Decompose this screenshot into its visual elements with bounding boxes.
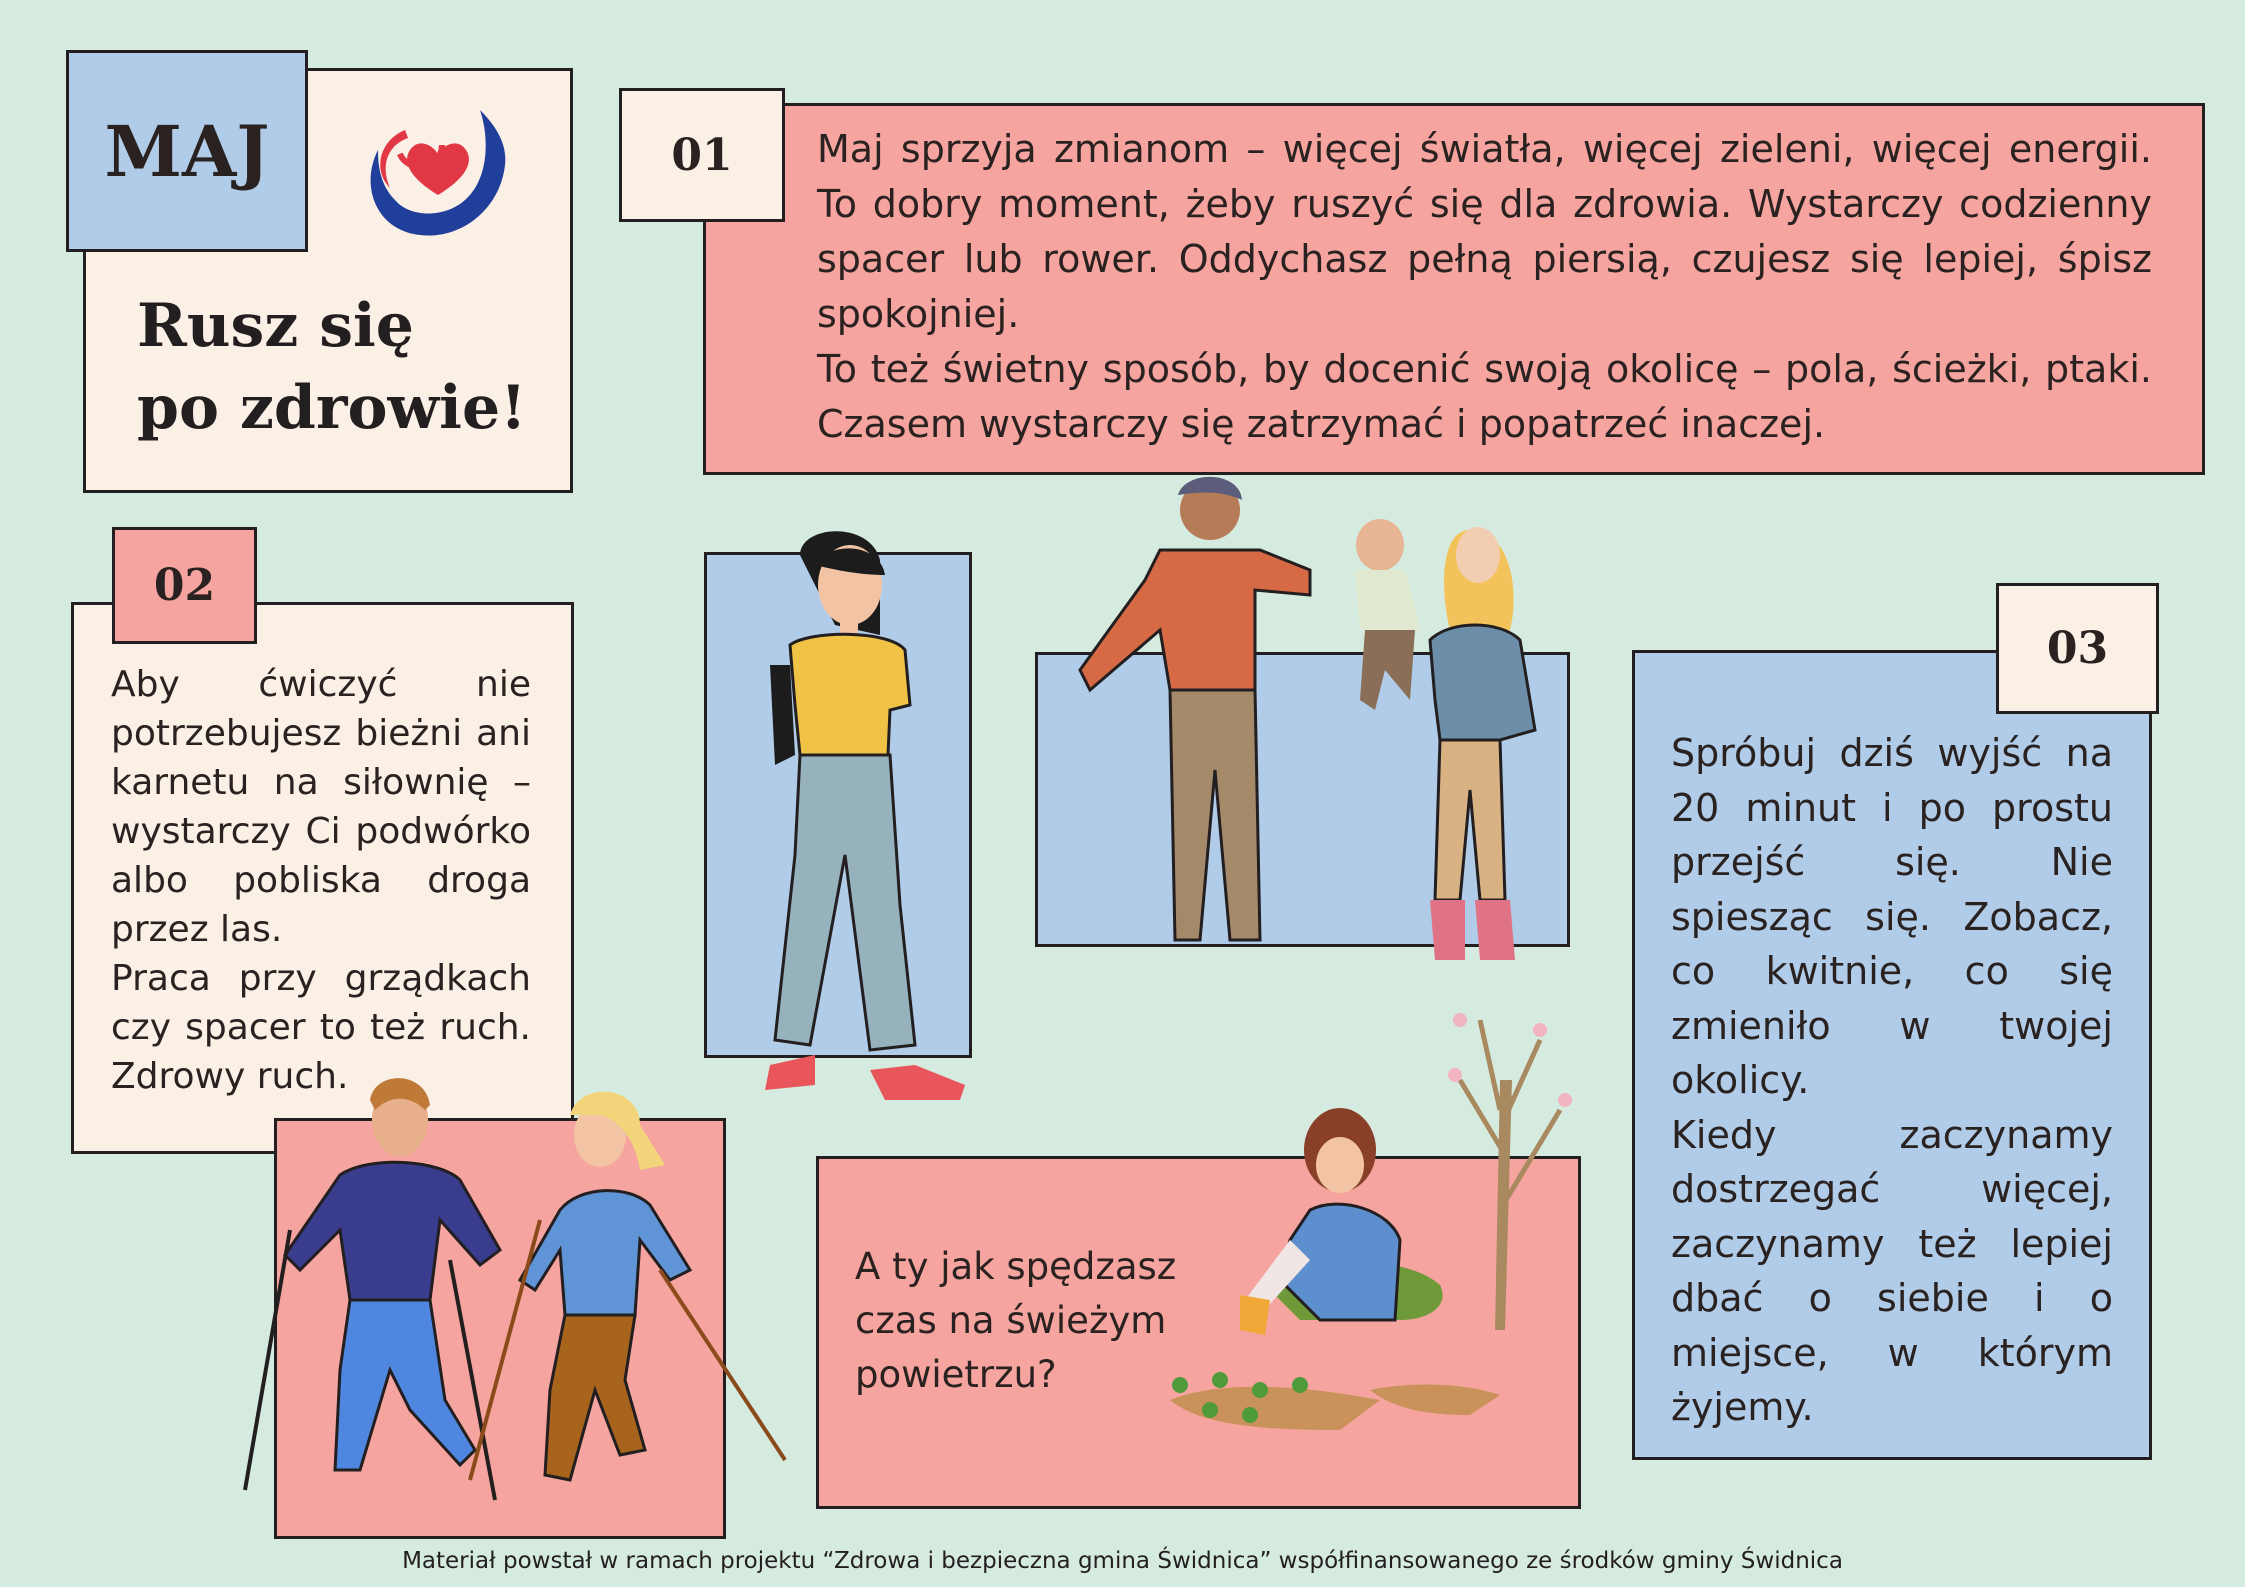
question-text: A ty jak spędzasz czas na świeżym powietrzu?: [855, 1245, 1177, 1396]
section-03-number: [1996, 583, 2159, 714]
gardening-illustration: [1140, 1000, 1600, 1440]
month-badge: [66, 50, 308, 252]
section-01-paragraph-2: To też świetny sposób, by docenić swoją okolicę – pola, ścieżki, ptaki. Czasem wystarczy się zatrzymać i popatrzeć inaczej.: [817, 347, 2152, 446]
section-02-paragraph-1: Aby ćwiczyć nie potrzebujesz bieżni ani karnetu na siłownię – wystarczy Ci podwórko albo pobliska droga przez las.: [111, 664, 531, 950]
heart-hands-logo-icon: [350, 100, 515, 240]
page-title: [137, 285, 526, 449]
section-03-number-label: 03: [2046, 623, 2109, 674]
page-title-line1: Rusz się: [137, 291, 414, 361]
section-02-number: [112, 527, 257, 644]
month-label: MAJ: [104, 109, 270, 193]
section-01-text: [817, 122, 2152, 452]
section-01-number-label: 01: [671, 129, 733, 181]
page-title-line2: po zdrowie!: [137, 373, 527, 443]
family-illustration: [1060, 470, 1560, 970]
walking-girl-illustration: [740, 525, 980, 1135]
section-01-number: [619, 88, 785, 222]
section-03-paragraph-1: Spróbuj dziś wyjść na 20 minut i po prostu przejść się. Nie spiesząc się. Zobacz, co kwitnie, co się zmieniło w twojej okolicy.: [1671, 731, 2113, 1102]
section-03-text: [1671, 726, 2113, 1435]
footer-note: Materiał powstał w ramach projektu “Zdrowa i bezpieczna gmina Świdnica” współfinansowanego ze środków gminy Świdnica: [402, 1548, 1843, 1574]
nordic-walking-illustration: [240, 1070, 800, 1550]
section-02-paragraph-2: Praca przy grządkach czy spacer to też ruch. Zdrowy ruch.: [111, 958, 531, 1097]
section-02-text: [111, 660, 531, 1101]
section-03-paragraph-2: Kiedy zaczynamy dostrzegać więcej, zaczynamy też lepiej dbać o siebie i o miejsce, w którym żyjemy.: [1671, 1112, 2113, 1429]
section-01-paragraph-1: Maj sprzyja zmianom – więcej światła, więcej zieleni, więcej energii. To dobry moment, żeby ruszyć się dla zdrowia. Wystarczy codzienny spacer lub rower. Oddychasz pełną piersią, czujesz się lepiej, śpisz spokojniej.: [817, 127, 2152, 336]
section-02-number-label: 02: [153, 560, 216, 611]
